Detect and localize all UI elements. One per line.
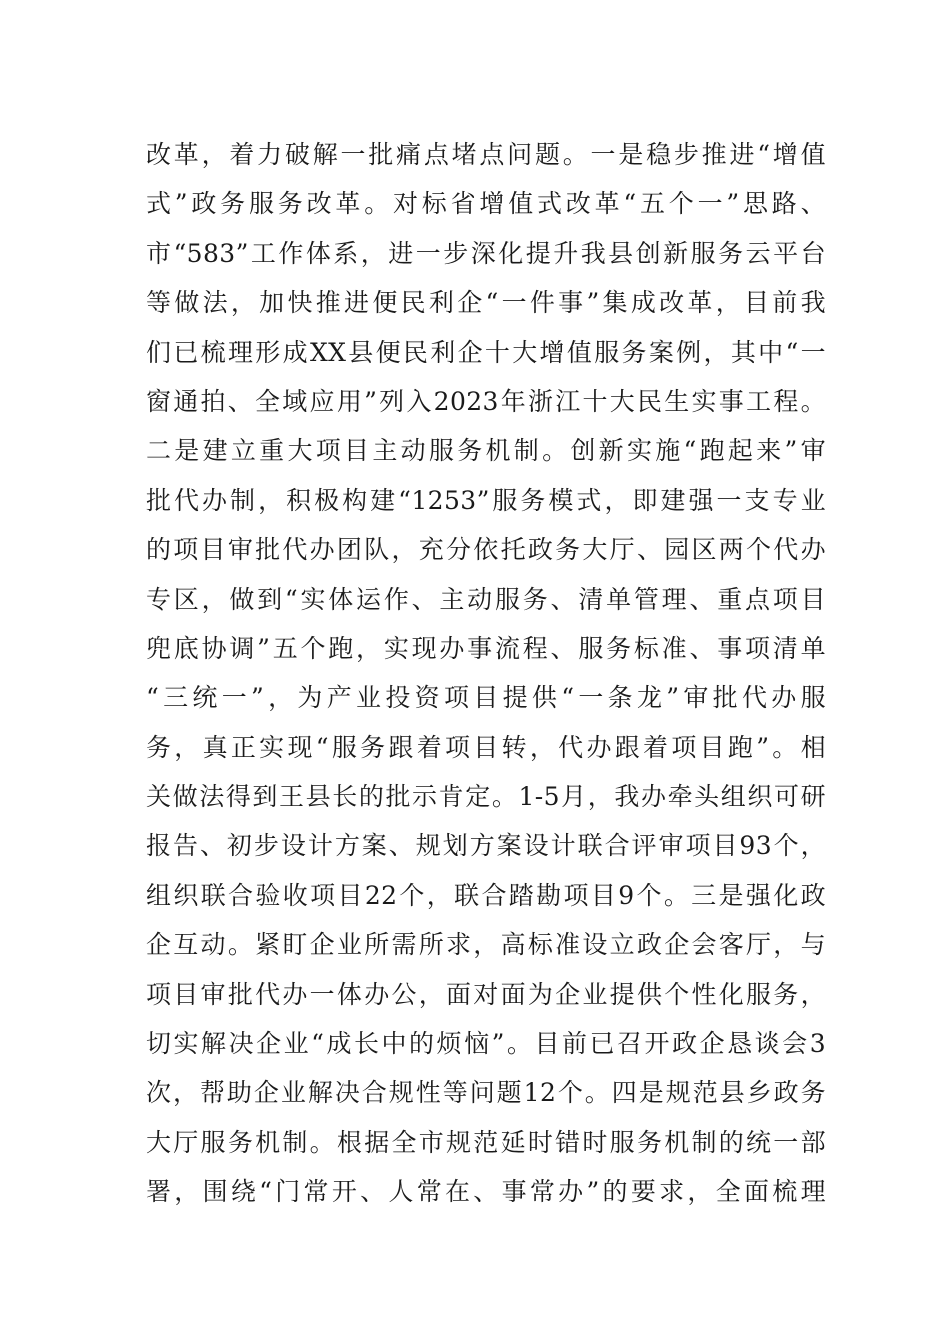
- text-line: 二是建立重大项目主动服务机制。创新实施“跑起来”审: [146, 436, 826, 466]
- text-line: 次，帮助企业解决合规性等问题12个。四是规范县乡政务: [146, 1078, 826, 1108]
- text-line: 关做法得到王县长的批示肯定。1-5月，我办牵头组织可研: [146, 782, 826, 812]
- text-line: 项目审批代办一体办公，面对面为企业提供个性化服务，: [146, 979, 826, 1009]
- text-line: 改革，着力破解一批痛点堵点问题。一是稳步推进“增值: [146, 140, 826, 169]
- text-line: 兜底协调”五个跑，实现办事流程、服务标准、事项清单: [146, 633, 826, 663]
- text-line: 专区，做到“实体运作、主动服务、清单管理、重点项目: [146, 584, 826, 614]
- text-line: 署，围绕“门常开、人常在、事常办”的要求，全面梳理: [146, 1177, 826, 1207]
- text-line: 们已梳理形成XX县便民利企十大增值服务案例，其中“一: [146, 337, 826, 367]
- text-line: 务，真正实现“服务跟着项目转，代办跟着项目跑”。相: [146, 732, 826, 762]
- text-line: 式”政务服务改革。对标省增值式改革“五个一”思路、: [146, 189, 826, 219]
- text-line: 报告、初步设计方案、规划方案设计联合评审项目93个，: [146, 831, 826, 861]
- text-line: 市“583”工作体系，进一步深化提升我县创新服务云平台: [146, 238, 826, 268]
- text-line: 等做法，加快推进便民利企“一件事”集成改革，目前我: [146, 288, 826, 318]
- body-paragraph: [146, 130, 826, 1217]
- text-line: 组织联合验收项目22个，联合踏勘项目9个。三是强化政: [146, 880, 826, 910]
- text-line: “三统一”，为产业投资项目提供“一条龙”审批代办服: [146, 683, 826, 713]
- text-line: 窗通拍、全域应用”列入2023年浙江十大民生实事工程。: [146, 386, 826, 416]
- text-line: 切实解决企业“成长中的烦恼”。目前已召开政企恳谈会3: [146, 1029, 826, 1059]
- text-line: 的项目审批代办团队，充分依托政务大厅、园区两个代办: [146, 535, 826, 565]
- text-line: 大厅服务机制。根据全市规范延时错时服务机制的统一部: [146, 1127, 826, 1157]
- text-line: 批代办制，积极构建“1253”服务模式，即建强一支专业: [146, 485, 826, 515]
- text-line: 企互动。紧盯企业所需所求，高标准设立政企会客厅，与: [146, 930, 826, 960]
